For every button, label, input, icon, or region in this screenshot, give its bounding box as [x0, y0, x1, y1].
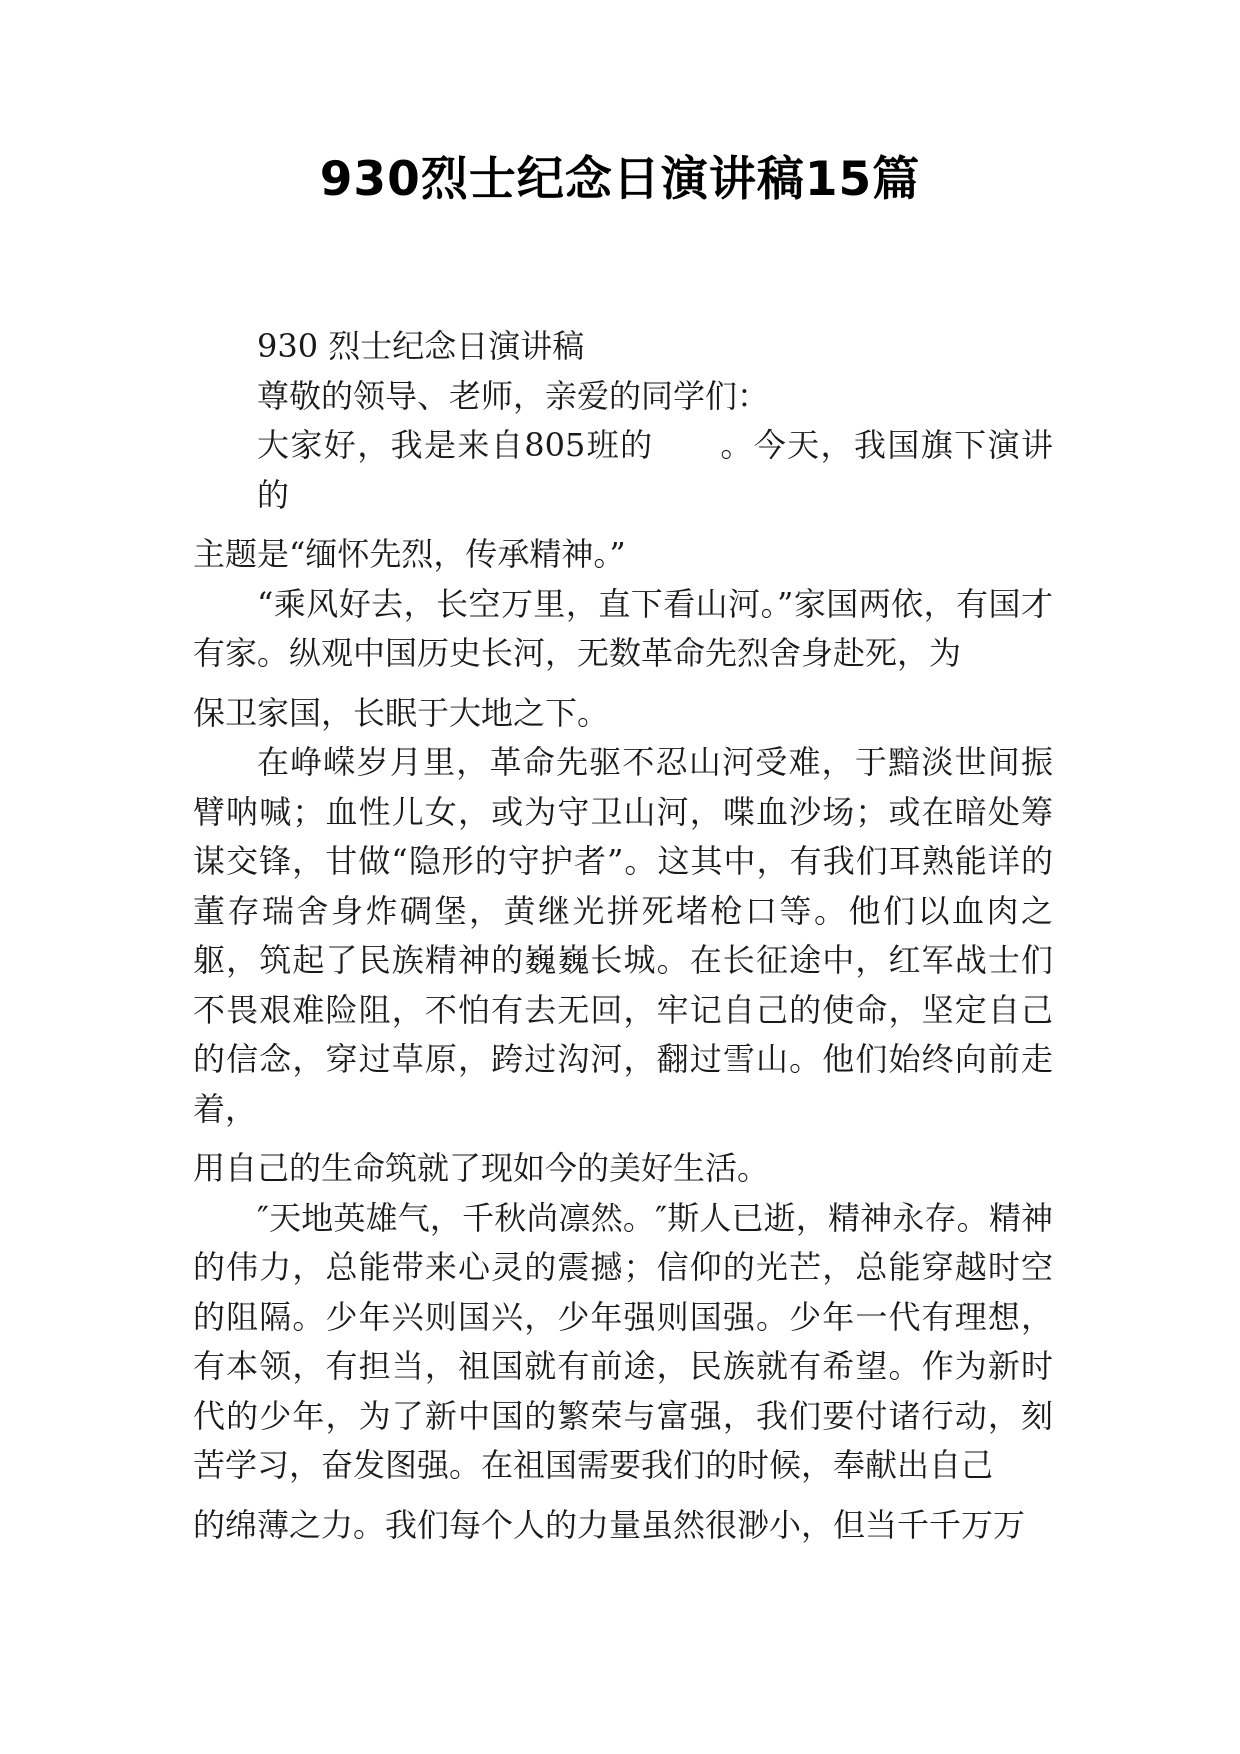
paragraph-quote-1: “乘风好去，长空万里，直下看山河。”家国两依，有国才有家。纵观中国历史长河，无数革命先烈舍身赴死，为 — [193, 584, 1053, 672]
paragraph-closing: 的绵薄之力。我们每个人的力量虽然很渺小，但当千千万万 — [193, 1505, 1026, 1544]
paragraph-subtitle: 930 烈士纪念日演讲稿 — [257, 327, 585, 365]
paragraph-quote-2: ″天地英雄气，千秋尚凛然。″斯人已逝，精神永存。精神的伟力，总能带来心灵的震撼；信仰的光芒，总能穿越时空的阻隔。少年兴则国兴，少年强则国强。少年一代有理想，有本领，有担当，祖国就有前途，民族就有希望。作为新时代的少年，为了新中国的繁荣与富强，我们要付诸行动，刻苦学习，奋发图强。在祖国需要我们的时候，奉献出自己 — [193, 1198, 1053, 1484]
document-body — [193, 322, 1053, 1550]
document-title: 930烈士纪念日演讲稿15篇 — [319, 152, 921, 207]
paragraph-theme: 主题是“缅怀先烈，传承精神。” — [193, 535, 626, 573]
paragraph-greeting: 大家好，我是来自805班的 。今天，我国旗下演讲的 — [257, 426, 1053, 514]
paragraph-history: 在峥嵘岁月里，革命先驱不忍山河受难，于黯淡世间振臂呐喊；血性儿女，或为守卫山河，喋血沙场；或在暗处筹谋交锋，甘做“隐形的守护者”。这其中，有我们耳熟能详的董存瑞舍身炸碉堡，黄继光拼死堵枪口等。他们以血肉之躯，筑起了民族精神的巍巍长城。在长征途中，红军战士们不畏艰难险阻，不怕有去无回，牢记自己的使命，坚定自己的信念，穿过草原，跨过沟河，翻过雪山。他们始终向前走着， — [193, 743, 1053, 1128]
paragraph-history-end: 用自己的生命筑就了现如今的美好生活。 — [193, 1149, 770, 1187]
paragraph-quote-1-end: 保卫家国，长眠于大地之下。 — [193, 693, 610, 732]
paragraph-salutation: 尊敬的领导、老师，亲爱的同学们： — [257, 376, 770, 415]
